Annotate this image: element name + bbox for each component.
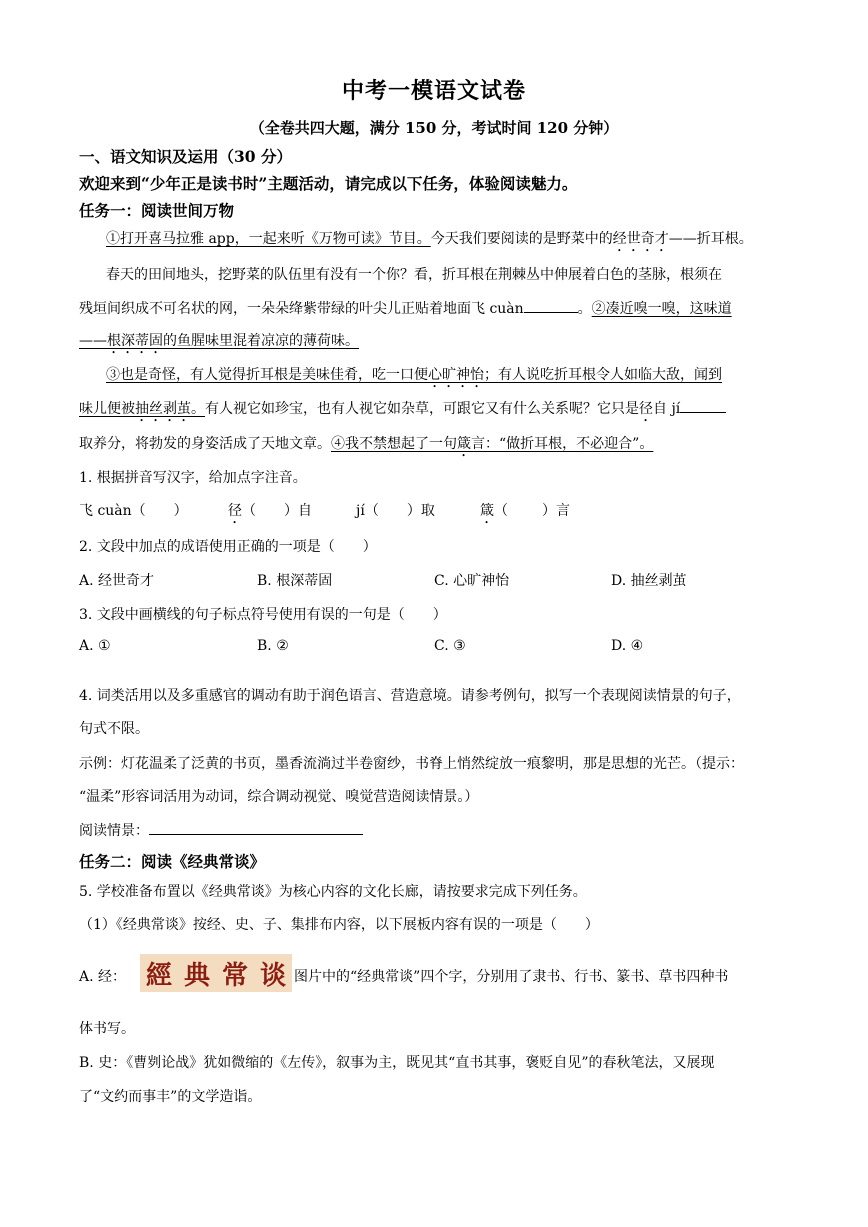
dotted-idiom: 抽丝剥茧	[135, 401, 191, 417]
q5-option-a-prefix[interactable]: A. 经：	[79, 969, 127, 985]
calligraphy-image	[140, 954, 292, 992]
task1-heading: 任务一：阅读世间万物	[79, 201, 235, 220]
calligraphy-char: 經	[145, 960, 172, 991]
question-5-sub1: （1）《经典常谈》按经、史、子、集排布内容，以下展板内容有误的一项是（ ）	[79, 917, 599, 933]
page-title: 中考一模语文试卷	[341, 78, 526, 104]
text: ；有人说吃折耳根令人如临大敌，闻到	[484, 367, 722, 383]
question-1-stem: 1. 根据拼音写汉字，给加点字注音。	[79, 470, 307, 486]
text: 取养分，将勃发的身姿活成了天地文章。	[79, 436, 331, 452]
question-3-stem: 3. 文段中画横线的句子标点符号使用有误的一句是（ ）	[79, 607, 447, 623]
question-2-stem: 2. 文段中加点的成语使用正确的一项是（ ）	[79, 539, 377, 555]
answer-blank[interactable]	[524, 298, 578, 313]
q5-option-b-cont: 了“文约而事丰”的文学造诣。	[79, 1089, 262, 1105]
calligraphy-char: 常	[221, 960, 248, 991]
text: 。	[191, 401, 205, 417]
q3-option-c[interactable]: C. ③	[434, 638, 466, 654]
text: ）	[173, 503, 188, 519]
passage-line	[106, 228, 753, 255]
q1-item-b	[228, 500, 312, 527]
dotted-char: 箴	[457, 436, 471, 452]
question-4-answer	[79, 820, 363, 840]
text: 径（	[228, 503, 256, 519]
q1-item-a	[79, 500, 188, 520]
answer-label: 阅读情景：	[79, 823, 149, 839]
task2-heading: 任务二：阅读《经典常谈》	[79, 852, 266, 871]
q5-option-a-text-cont: 体书写。	[79, 1021, 135, 1037]
text: ——折耳根。	[668, 231, 753, 247]
q3-option-d[interactable]: D. ④	[611, 638, 644, 654]
underlined-sentence-4: ④我不禁想起了一句	[331, 436, 457, 452]
dotted-idiom: 根深蒂固	[107, 333, 163, 349]
q1-item-d	[480, 500, 570, 527]
question-4-stem: 4. 词类活用以及多重感官的调动有助于润色语言、营造意境。请参考例句，拟写一个表现阅读情景的句子，	[79, 688, 741, 704]
calligraphy-char: 典	[183, 960, 210, 991]
text: 。	[577, 301, 592, 317]
q3-option-a[interactable]: A. ①	[79, 638, 111, 654]
text: ）自	[284, 503, 312, 519]
text: 飞 cuàn（	[79, 503, 146, 519]
calligraphy-char: 谈	[259, 960, 286, 991]
dotted-idiom: 心旷神怡	[428, 367, 484, 383]
underlined-sentence-1: ①打开喜马拉雅 app，一起来听《万物可读》节目。	[106, 231, 431, 247]
answer-blank[interactable]	[149, 820, 363, 835]
section-heading: 一、语文知识及运用（30 分）	[79, 147, 292, 166]
text: ——	[79, 333, 107, 349]
text: 自 jí	[653, 401, 681, 417]
text: jí（	[356, 503, 379, 519]
question-4-example-cont: “温柔”形容词活用为动词，综合调动视觉、嗅觉营造阅读情景。）	[79, 789, 479, 805]
question-5-stem: 5. 学校准备布置以《经典常谈》为核心内容的文化长廊，请按要求完成下列任务。	[79, 884, 587, 900]
q2-option-d[interactable]: D. 抽丝剥茧	[611, 573, 687, 589]
text: ）取	[406, 503, 435, 519]
question-4-example: 示例：灯花温柔了泛黄的书页，墨香流淌过半卷窗纱，书脊上悄然绽放一痕黎明，那是思想的光芒。（提示：	[79, 756, 744, 772]
q1-item-c	[356, 500, 435, 520]
q5-option-b[interactable]: B. 史：《曹刿论战》犹如微缩的《左传》，叙事为主，既见其“直书其事，褒贬自见”的春秋笔法，又展现	[79, 1055, 715, 1071]
text: 的鱼腥味里混着凉凉的薄荷味。	[163, 333, 359, 349]
q2-option-c[interactable]: C. 心旷神怡	[434, 573, 510, 589]
question-4-stem-cont: 句式不限。	[79, 721, 149, 737]
text: 残垣间织成不可名状的网，一朵朵绛紫带绿的叶尖儿正贴着地面飞 cuàn	[79, 301, 524, 317]
dotted-char: 径	[639, 401, 653, 417]
q2-option-a[interactable]: A. 经世奇才	[79, 573, 155, 589]
q5-option-a-text: 图片中的“经典常谈”四个字，分别用了隶书、行书、篆书、草书四种书	[294, 969, 729, 985]
underlined-sentence-3: ③也是奇怪，有人觉得折耳根是美味佳肴，吃一口便	[106, 367, 428, 383]
passage-line: 春天的田间地头，挖野菜的队伍里有没有一个你？看，折耳根在荆棘丛中伸展着白色的茎脉，根须在	[106, 267, 722, 283]
dotted-idiom: 经世奇才	[612, 231, 669, 247]
passage-line	[79, 398, 726, 425]
text: 味儿便被	[79, 401, 135, 417]
q3-option-b[interactable]: B. ②	[257, 638, 289, 654]
passage-line	[79, 433, 653, 460]
passage-line	[79, 298, 732, 318]
passage-line	[79, 330, 359, 357]
activity-intro: 欢迎来到“少年正是读书时”主题活动，请完成以下任务，体验阅读魅力。	[79, 174, 578, 193]
text: 言：“做折耳根，不必迎合”。	[471, 436, 654, 452]
text: 箴（	[480, 503, 508, 519]
passage-line	[106, 364, 722, 391]
answer-blank[interactable]	[680, 398, 726, 413]
page-subtitle: （全卷共四大题，满分 150 分，考试时间 120 分钟）	[249, 119, 619, 137]
q2-option-b[interactable]: B. 根深蒂固	[257, 573, 333, 589]
text: ）言	[542, 503, 570, 519]
text: 有人视它如珍宝，也有人视它如杂草，可跟它又有什么关系呢？它只是	[205, 401, 639, 417]
text: 今天我们要阅读的是野菜中的	[430, 231, 613, 247]
underlined-sentence-2: ②凑近嗅一嗅，这味道	[591, 301, 732, 317]
